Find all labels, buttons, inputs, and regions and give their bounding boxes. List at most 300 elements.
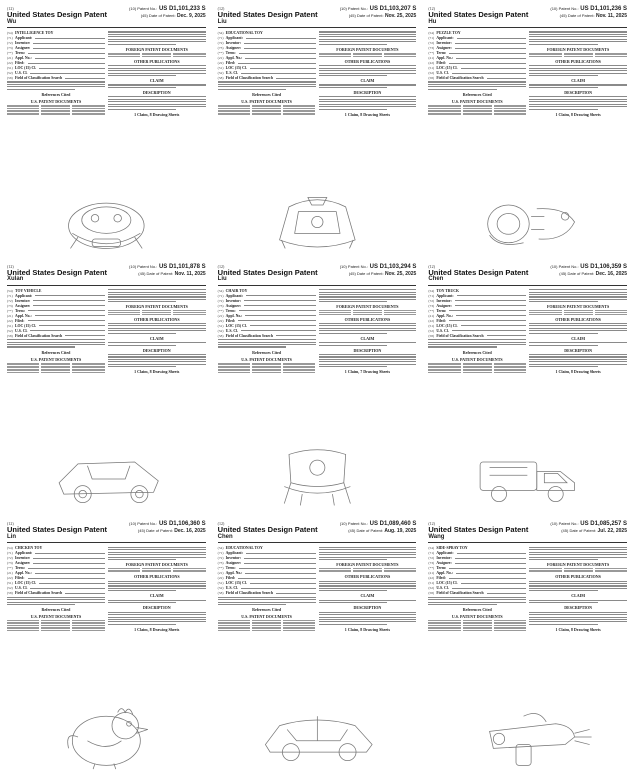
section-heading: OTHER PUBLICATIONS [133, 574, 180, 580]
text-line [218, 344, 316, 345]
field-label: Applicant: [225, 293, 243, 298]
patent-header [428, 521, 627, 543]
field-code: (21) [217, 313, 224, 318]
reference-cell [173, 56, 205, 57]
section-heading: OTHER PUBLICATIONS [555, 58, 601, 64]
patent-number: US D1,103,207 S [369, 6, 417, 12]
field-code: (51) [428, 581, 435, 586]
text-line [529, 333, 597, 334]
text-line [108, 41, 206, 42]
field-code: (71) [428, 551, 435, 556]
text-line [529, 289, 627, 290]
field-code: (54) [7, 31, 13, 36]
bibliographic-field [428, 334, 526, 338]
patent-number-block [129, 264, 206, 277]
field-label: Field of Classification Search [436, 591, 484, 596]
patent-date: Dec. 16, 2025 [595, 270, 627, 277]
bibliographic-field [218, 334, 316, 338]
patent-body [428, 545, 627, 632]
text-line [529, 330, 627, 331]
field-code: (22) [428, 61, 435, 66]
text-line [319, 361, 417, 362]
chair-toy-icon [219, 445, 416, 513]
reference-table [7, 620, 105, 631]
text-line [108, 96, 206, 97]
left-column [428, 288, 526, 375]
field-value [239, 310, 316, 311]
text-line [108, 588, 206, 589]
field-code: (54) [428, 31, 435, 36]
reference-cell [595, 571, 627, 572]
field-value [35, 58, 105, 59]
patent-header [428, 6, 627, 28]
section-heading: U.S. PATENT DOCUMENTS [241, 356, 292, 362]
patent-number: US D1,089,460 S [369, 521, 417, 528]
bibliographic-field [218, 299, 316, 303]
field-label: U.S. Cl. [15, 586, 28, 591]
field-value [239, 568, 316, 569]
reference-cell [463, 114, 492, 115]
text-line [319, 559, 387, 560]
field-label: Field of Classification Search [225, 76, 273, 81]
field-label: Assignee: [436, 46, 452, 51]
field-code: (54) [217, 31, 224, 36]
field-code: (52) [217, 586, 224, 591]
field-code: (52) [217, 328, 224, 333]
text-line [428, 599, 526, 600]
patent-type: United States Design Patent [7, 267, 108, 277]
text-line [529, 361, 627, 362]
bibliographic-field [428, 576, 526, 580]
field-value [449, 578, 526, 579]
patent-type: United States Design Patent [428, 267, 529, 277]
inventor-name: Wu [7, 18, 17, 25]
text-line [7, 602, 105, 603]
kind-code: (12) [7, 6, 14, 11]
bibliographic-field [428, 46, 526, 50]
text-line [319, 31, 417, 32]
field-value [244, 563, 315, 564]
patent-date: Dec. 16, 2025 [174, 528, 206, 535]
text-line [108, 101, 206, 102]
field-code: (71) [7, 293, 13, 298]
field-label: Appl. No.: [436, 571, 454, 576]
field-label: Appl. No.: [225, 313, 243, 318]
text-line [529, 328, 627, 329]
design-title-field [7, 546, 105, 550]
field-code: (**) [428, 51, 435, 56]
reference-cell [353, 56, 382, 57]
reference-cell [7, 630, 39, 631]
patent-date: Aug. 19, 2025 [384, 528, 417, 535]
reference-table [319, 310, 417, 314]
bibliographic-field [7, 76, 105, 80]
field-value [455, 300, 526, 301]
text-line [108, 602, 176, 603]
field-label: Assignee: [436, 561, 452, 566]
patent-type: United States Design Patent [217, 267, 318, 277]
claims-caption: 1 Claim, 8 Drawing Sheets [344, 626, 391, 632]
field-label: Appl. No.: [15, 313, 32, 318]
patent-body [428, 288, 627, 375]
text-line [108, 342, 206, 343]
bibliographic-field [7, 299, 105, 303]
text-line [108, 619, 206, 620]
reference-cell [41, 114, 70, 115]
text-line [108, 612, 206, 613]
text-line [529, 109, 597, 110]
text-line [529, 359, 627, 360]
bibliographic-field [7, 66, 105, 70]
patent-date-row [550, 271, 627, 277]
reference-cell [7, 114, 39, 115]
text-line [529, 557, 627, 558]
field-label: Term: [225, 566, 236, 571]
text-line [319, 65, 417, 66]
text-line [529, 559, 597, 560]
text-line [319, 41, 417, 42]
field-label: LOC (15) Cl. [225, 66, 247, 71]
design-title-field [7, 31, 105, 35]
section-heading: DESCRIPTION [564, 347, 592, 353]
field-label: U.S. Cl. [225, 328, 239, 333]
reference-cell [252, 114, 281, 115]
bibliographic-field [7, 329, 105, 333]
text-line [529, 356, 627, 357]
text-line [529, 549, 627, 550]
right-column [108, 288, 206, 375]
section-heading: FOREIGN PATENT DOCUMENTS [125, 562, 188, 568]
reference-table [428, 363, 526, 374]
field-label: Field of Classification Search [225, 591, 273, 596]
text-line [108, 583, 206, 584]
patent-page [425, 519, 630, 773]
field-code: (22) [7, 576, 13, 581]
field-code: (51) [428, 66, 435, 71]
text-line [108, 65, 206, 66]
section-heading: DESCRIPTION [353, 89, 382, 95]
inventor-name: Hu [428, 18, 437, 25]
patent-number-label: (10) Patent No.: [129, 263, 158, 269]
field-label: LOC (15) Cl. [15, 581, 37, 586]
field-code: (**) [7, 308, 13, 313]
text-line [428, 84, 526, 85]
design-title: EDUCATIONAL TOY [225, 546, 263, 551]
patent-number-block [340, 6, 417, 19]
field-label: Term: [225, 51, 236, 56]
patent-number-row [550, 264, 627, 271]
text-line [218, 342, 316, 343]
design-title: CHAIR TOY [225, 288, 248, 293]
text-line [108, 590, 176, 591]
text-line [319, 547, 417, 548]
text-line [108, 366, 176, 367]
patent-number-block [550, 521, 627, 534]
inventor-name: Wang [428, 533, 445, 540]
text-line [108, 75, 176, 76]
text-line [529, 624, 597, 625]
patent-type: United States Design Patent [217, 525, 318, 535]
patent-number-row [129, 521, 206, 528]
left-column [218, 288, 316, 375]
text-line [529, 296, 627, 297]
patent-date-label: (45) Date of Patent: [348, 12, 384, 18]
text-line [319, 296, 417, 297]
toy-vehicle-icon [8, 445, 205, 513]
field-code: (73) [428, 303, 435, 308]
text-line [529, 70, 627, 71]
reference-cell [142, 56, 171, 57]
text-line [529, 345, 597, 346]
field-label: Assignee: [225, 303, 242, 308]
text-line [319, 621, 417, 622]
text-line [529, 31, 627, 32]
kind-code: (12) [428, 6, 435, 11]
field-code: (71) [217, 551, 224, 556]
field-value [449, 568, 526, 569]
text-line [319, 359, 417, 360]
reference-cell [142, 571, 171, 572]
field-label: Assignee: [225, 46, 242, 51]
field-code: (22) [7, 318, 13, 323]
patent-number-row [129, 264, 206, 271]
text-line [529, 299, 627, 300]
left-column [428, 30, 526, 117]
bibliographic-field [428, 299, 526, 303]
field-code: (52) [428, 328, 435, 333]
text-line [319, 87, 387, 88]
field-code: (52) [7, 328, 13, 333]
field-code: (**) [7, 566, 13, 571]
field-label: LOC (15) Cl. [436, 323, 458, 328]
field-value [246, 295, 316, 296]
patent-page [215, 262, 420, 516]
claims-caption: 1 Claim, 8 Drawing Sheets [134, 111, 180, 117]
reference-cell [283, 630, 315, 631]
text-line [319, 99, 417, 100]
bibliographic-field [428, 71, 526, 75]
section-heading: U.S. PATENT DOCUMENTS [30, 98, 82, 104]
section-heading: CLAIM [360, 78, 375, 84]
reference-cell [384, 571, 416, 572]
text-line [7, 86, 105, 87]
text-line [7, 346, 75, 347]
field-value [245, 573, 315, 574]
patent-number-row [550, 521, 627, 528]
patent-title-block [428, 264, 528, 283]
text-line [319, 299, 417, 300]
right-column [108, 30, 206, 117]
field-value [487, 78, 527, 79]
text-line [319, 70, 417, 71]
field-label: Term: [436, 566, 447, 571]
patent-header [218, 264, 417, 286]
text-line [529, 84, 627, 85]
reference-cell [319, 56, 351, 57]
bibliographic-field [428, 41, 526, 45]
field-label: LOC (15) Cl. [436, 581, 458, 586]
field-value [28, 53, 105, 54]
text-line [529, 621, 627, 622]
field-label: Field of Classification Search [15, 76, 63, 81]
field-code: (51) [7, 581, 13, 586]
claims-caption: 1 Claim, 8 Drawing Sheets [134, 626, 180, 632]
field-label: Filed: [225, 61, 236, 66]
reference-table [7, 105, 105, 116]
text-line [108, 364, 206, 365]
section-heading: FOREIGN PATENT DOCUMENTS [125, 46, 188, 52]
text-line [218, 599, 316, 600]
field-code: (21) [7, 313, 13, 318]
patent-page [4, 4, 209, 258]
field-value [35, 295, 105, 296]
patent-header [218, 6, 417, 28]
reference-cell [252, 372, 281, 373]
field-label: LOC (15) Cl. [15, 323, 37, 328]
text-line [529, 36, 627, 37]
text-line [319, 345, 387, 346]
field-label: Inventor: [225, 556, 242, 561]
text-line [428, 604, 496, 605]
text-line [218, 602, 316, 603]
field-code: (**) [428, 566, 435, 571]
section-heading: CLAIM [571, 335, 585, 341]
patent-header [428, 264, 627, 286]
section-heading: References Cited [462, 91, 492, 97]
section-heading: DESCRIPTION [564, 89, 592, 95]
text-line [319, 101, 417, 102]
section-heading: OTHER PUBLICATIONS [133, 316, 180, 322]
text-line [7, 597, 105, 598]
text-line [319, 294, 417, 295]
text-line [108, 34, 206, 35]
field-value [28, 310, 105, 311]
educational-toy-icon [219, 188, 416, 256]
section-heading: DESCRIPTION [353, 347, 382, 353]
design-title-field [428, 546, 526, 550]
right-column [529, 545, 627, 632]
patent-header [218, 521, 417, 543]
field-label: Term: [436, 51, 447, 56]
patent-title-block [218, 264, 318, 283]
section-heading: FOREIGN PATENT DOCUMENTS [546, 562, 610, 568]
patent-number: US D1,101,233 S [158, 6, 206, 12]
bibliographic-field [7, 324, 105, 328]
text-line [7, 599, 105, 600]
field-label: Term: [15, 308, 25, 313]
field-code: (73) [7, 46, 13, 51]
bibliographic-field [428, 51, 526, 55]
text-line [529, 104, 627, 105]
field-value [39, 68, 105, 69]
bibliographic-field [7, 314, 105, 318]
text-line [529, 619, 627, 620]
field-label: Inventor: [15, 556, 31, 561]
bibliographic-field [7, 561, 105, 565]
field-value [28, 320, 105, 321]
text-line [319, 617, 417, 618]
text-line [7, 84, 105, 85]
field-value [33, 305, 104, 306]
text-line [108, 328, 206, 329]
reference-cell [463, 372, 492, 373]
bibliographic-field [428, 66, 526, 70]
field-value [241, 73, 315, 74]
field-value [244, 48, 315, 49]
field-value [33, 558, 104, 559]
text-line [529, 612, 627, 613]
field-code: (58) [217, 76, 224, 81]
patent-header [7, 521, 206, 543]
reference-cell [72, 630, 104, 631]
bibliographic-field [428, 309, 526, 313]
patent-date: Nov. 25, 2025 [385, 12, 417, 19]
field-value [239, 53, 316, 54]
field-label: Appl. No.: [436, 56, 454, 61]
reference-cell [564, 571, 593, 572]
field-label: Applicant: [225, 36, 243, 41]
reference-cell [7, 372, 39, 373]
patent-number-label: (10) Patent No.: [339, 6, 368, 11]
patent-header [7, 264, 206, 286]
field-label: Filed: [225, 318, 236, 323]
design-title: SIDE-SPRAY TOY [436, 546, 468, 551]
field-label: Filed: [436, 61, 446, 66]
reference-cell [494, 630, 526, 631]
bibliographic-field [218, 61, 316, 65]
bibliographic-field [218, 566, 316, 570]
reference-cell [108, 56, 140, 57]
field-code: (71) [217, 36, 224, 41]
inventor-name: Liu [217, 18, 227, 25]
field-value [487, 593, 527, 594]
field-code: (52) [428, 71, 435, 76]
bibliographic-field [218, 294, 316, 298]
field-value [241, 588, 315, 589]
field-code: (51) [217, 323, 224, 328]
field-code: (73) [217, 46, 224, 51]
field-code: (73) [217, 561, 224, 566]
patent-number-row [340, 521, 417, 528]
text-line [7, 81, 105, 82]
field-value [244, 43, 315, 44]
field-code: (22) [217, 61, 224, 66]
text-line [428, 597, 526, 598]
text-line [529, 600, 627, 601]
patent-date-label: (45) Date of Patent: [137, 528, 173, 534]
text-line [108, 296, 206, 297]
field-code: (71) [428, 36, 435, 41]
section-heading: OTHER PUBLICATIONS [133, 58, 180, 64]
field-label: Field of Classification Search [15, 591, 63, 596]
text-line [108, 359, 206, 360]
text-line [7, 604, 75, 605]
text-line [529, 106, 627, 107]
left-column [218, 30, 316, 117]
field-code: (71) [217, 293, 224, 298]
reference-cell [108, 571, 140, 572]
text-line [108, 585, 206, 586]
claims-caption: 1 Claim, 7 Drawing Sheets [344, 369, 391, 375]
text-line [108, 354, 206, 355]
field-value [250, 325, 316, 326]
field-value [28, 578, 105, 579]
text-line [108, 547, 206, 548]
text-line [319, 289, 417, 290]
inventor-name: Xulan [7, 276, 24, 283]
bibliographic-field [7, 56, 105, 60]
bibliographic-field [218, 561, 316, 565]
